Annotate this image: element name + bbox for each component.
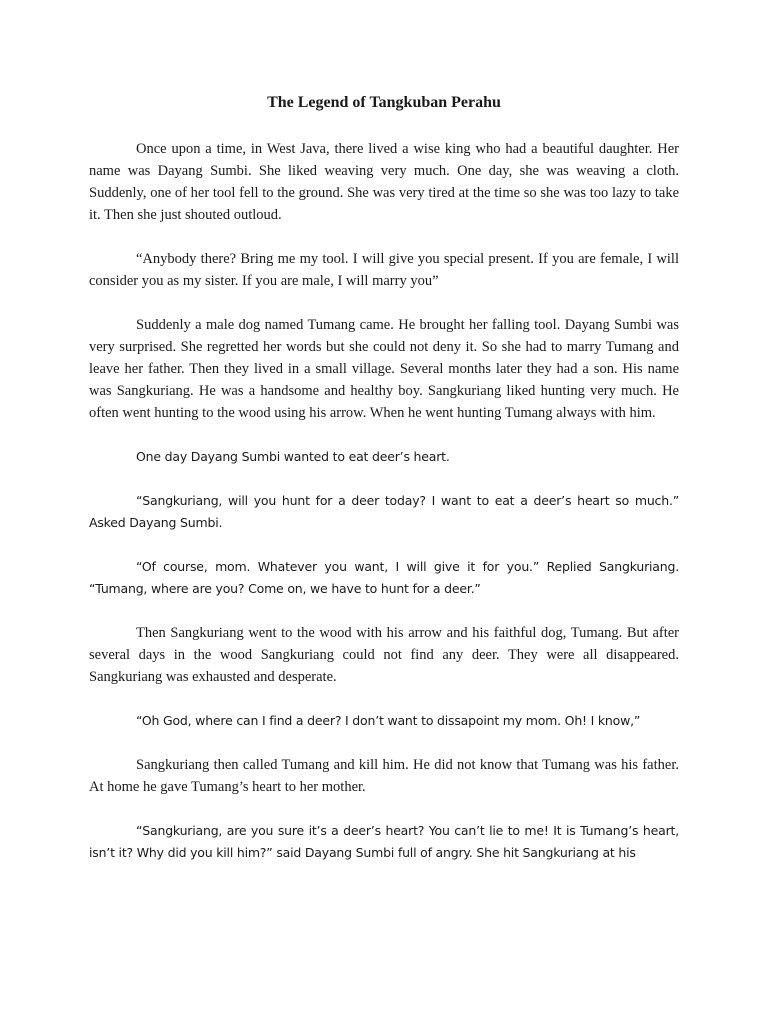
paragraph-intro: Once upon a time, in West Java, there lived a wise king who had a beautiful daughter. Her name was Dayang Sumbi. She liked weaving very much. One day, she was weaving a cloth. Suddenly, one of her tool fell to the ground. She was very tired at the time so she was too lazy to take it. Then she just shouted outloud.: [89, 141, 679, 223]
paragraph-kills-tumang: Sangkuriang then called Tumang and kill him. He did not know that Tumang was his father. At home he gave Tumang’s heart to her mother.: [89, 757, 679, 795]
paragraph-oh-god: “Oh God, where can I find a deer? I don’t want to dissapoint my mom. Oh! I know,”: [136, 713, 641, 728]
paragraph-sangkuriang-replies: “Of course, mom. Whatever you want, I will give it for you.” Replied Sangkuriang. “Tumang, where are you? Come on, we have to hunt for a deer.”: [89, 559, 679, 596]
paragraph-tumang-arrives: Suddenly a male dog named Tumang came. He brought her falling tool. Dayang Sumbi was very surprised. She regretted her words but she could not deny it. So she had to marry Tumang and leave her father. Then they lived in a small village. Several months later they had a son. His name was Sangkuriang. He was a handsome and healthy boy. Sangkuriang liked hunting very much. He often went hunting to the wood using his arrow. When he went hunting Tumang always with him.: [89, 317, 679, 421]
document-title: The Legend of Tangkuban Perahu: [267, 94, 501, 111]
paragraph-dayang-asks: “Sangkuriang, will you hunt for a deer today? I want to eat a deer’s heart so much.” Asked Dayang Sumbi.: [89, 493, 679, 530]
paragraph-hunt-fails: Then Sangkuriang went to the wood with his arrow and his faithful dog, Tumang. But after several days in the wood Sangkuriang could not find any deer. They were all disappeared. Sangkuriang was exhausted and desperate.: [89, 625, 679, 685]
document-page: [89, 92, 679, 864]
paragraph-shout: “Anybody there? Bring me my tool. I will give you special present. If you are female, I will consider you as my sister. If you are male, I will marry you”: [89, 251, 679, 289]
paragraph-dayang-angry: “Sangkuriang, are you sure it’s a deer’s heart? You can’t lie to me! It is Tumang’s heart, isn’t it? Why did you kill him?” said Dayang Sumbi full of angry. She hit Sangkuriang at his: [89, 823, 679, 860]
paragraph-deer-wish: One day Dayang Sumbi wanted to eat deer’s heart.: [136, 449, 450, 464]
